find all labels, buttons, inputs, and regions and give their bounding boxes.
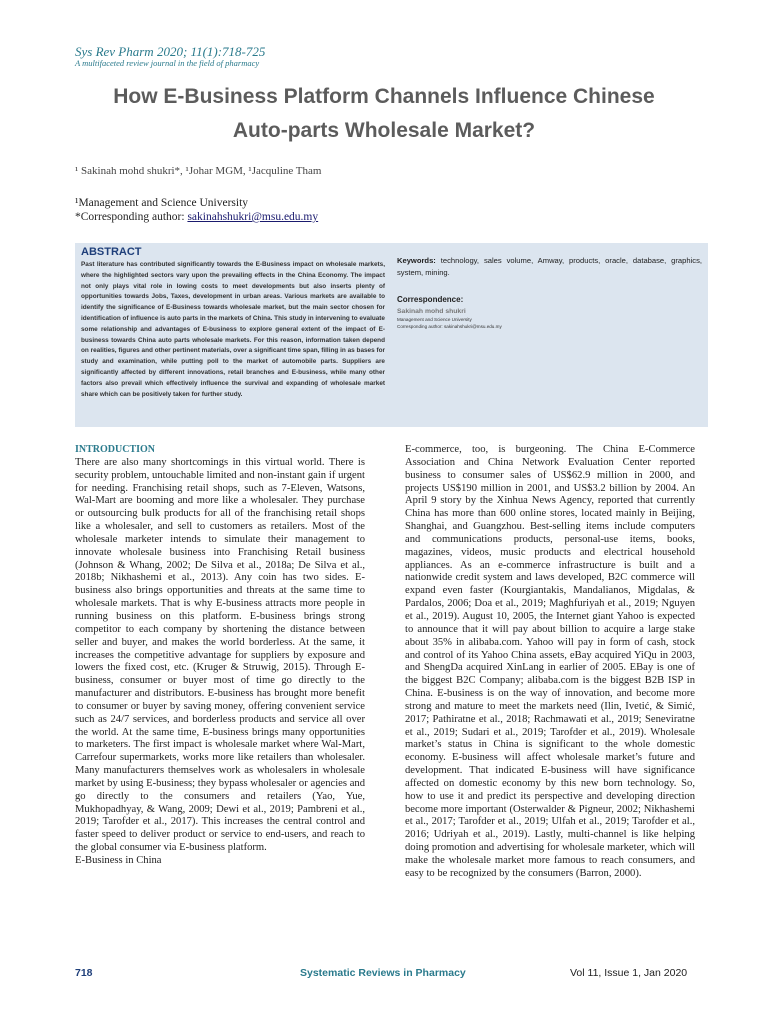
- abstract-box: [75, 243, 708, 427]
- corresponding-author-label: *Corresponding author:: [75, 211, 188, 223]
- footer-volume: Vol 11, Issue 1, Jan 2020: [570, 967, 688, 979]
- affiliation-line: ¹Management and Science University: [75, 197, 249, 209]
- subsection-heading: E-Business in China: [75, 855, 162, 866]
- body-left-column: [75, 444, 365, 868]
- introduction-paragraph: There are also many shortcomings in this virtual world. There is security problem, untouchable limited and non-instant gain if urgent for needing. Franchising retail shops, such as 7-Eleven, Watsons, Wal-Mart are booming and more like a wholesaler. They purchase or outsourcing bulk products for all of the franchising retail shops like a wholesaler, and sell to customers as retailers. Most of the wholesale marketer intends to simulate their management to innovate wholesale business into Franchising Retail business (Johnson & Whang, 2002; De Silva et al., 2018a; De Silva et al., 2018b; Nikhashemi et al., 2013). Any coin has two sides. E-business also brings opportunities and threats at the same time to wholesale markets. That is why E-business attracts more people in running business on this platform. E-business brings strong competitor to each company by shortening the distance between seller and buyer, and makes the world borderless. At the same, it increases the competitive advantage for suppliers by exposure and lowers the fixed cost, etc. (Kruger & Struwig, 2015). Through E-business, consumer or buyer most of time go directly to the manufacturer and distributors. E-business has brought more benefit to consumer or buyer by saving money, offering convenient service such as 24/7 services, and borderless products and service all over the world. At the same time, E-business brings many opportunities to marketers. The first impact is wholesale market where Wal-Mart, Carrefour supermarkets, works more like retailers than wholesaler. Many manufacturers themselves work as wholesalers in wholesale market by using E-business; they bypass wholesaler or agencies and go directly to the consumers and retailers (Yao, Yue, Mukhopadhyay, & Wang, 2009; Dewi et al., 2019; Pambreni et al., 2019; Tarofder et al., 2017). This increases the central control and faster speed to deliver product or service to end-users, and reach to the global consumer via E-business platform.: [75, 456, 365, 854]
- author-list: ¹ Sakinah mohd shukri*, ¹Johar MGM, ¹Jacquline Tham: [75, 165, 322, 177]
- journal-tagline: A multifaceted review journal in the field of pharmacy: [75, 58, 260, 68]
- keywords-text: technology, sales volume, Amway, products, oracle, database, graphics, system, mining.: [397, 256, 702, 277]
- correspondence-email: Corresponding author: sakinahshukri@msu.edu.my: [397, 324, 502, 329]
- affiliation-block: [75, 196, 318, 224]
- abstract-text: Past literature has contributed significantly towards the E-Business impact on wholesale markets, where the highlighted sectors vary upon the prevailing effects in the China Economy. The impact not only plays vital role in lowing costs to meet developments but also inserts plenty of opportunities towards Jobs, Taxes, development in urban areas. Various markets are available to identify the significance of E-Business towards wholesale market, but the main sector chosen for identification of influence is auto parts in the markets of China. This study in intervening to evaluate some relationship and advantages of E-business to explore general extent of the impact of E-business towards China auto parts wholesale markets. For this reason, information taken depend on realities, figures and other pertinent materials, over a significant time span, filling in as bases for study and examination, while putting poll to the market of automobile parts. Suppliers are significantly affected by different innovations, retail branches and E-business, while many other factors also prevail which effectively influence the survival and expanding of wholesale market share which can be positively taken for further study.: [81, 261, 385, 398]
- title-line-1: How E-Business Platform Channels Influence Chinese: [113, 85, 655, 108]
- section-heading-introduction: INTRODUCTION: [75, 444, 156, 455]
- keywords-label: Keywords:: [397, 256, 436, 265]
- title-line-2: Auto-parts Wholesale Market?: [232, 119, 536, 142]
- abstract-column: [81, 246, 385, 400]
- corresponding-author-line: [75, 210, 318, 224]
- keywords: [397, 255, 702, 279]
- ecommerce-paragraph: E-commerce, too, is burgeoning. The China E-Commerce Association and China Network Evaluation Center reported business to consumer sales of US$62.9 million in 2000, and projects US$190 million in 2001, and US$3.2 billion by 2004. An April 9 story by the Xinhua News Agency, reported that currently China has more than 600 online stores, located mainly in Beijing, Shanghai, and Guangzhou. Best-selling items include computers and communications products, personal-use items, books, magazines, videos, music products and electrical household appliances. As an e-commerce infrastructure is built and a nationwide credit system and laws developed, B2C commerce will expand even faster (Kourgiantakis, Mandalianos, Migdalas, & Pardalos, 2006; Doa et al., 2019; Maghfuriyah et al., 2019; Nguyen et al., 2019). August 10, 2005, the Internet giant Yahoo is expected to announce that it will pay about billion to acquire a large stake about 35% in alibaba.com. Yahoo will pay in form of cash, stock and control of its Yahoo China assets, eBay acquired YiQu in 2003, and ShengDa acquired XinLang in earlier of 2005. EBay is one of the biggest B2C Company; alibaba.com is the biggest B2B ISP in China. E-business is on the way of innovation, and become more strong and mature to meet the markets need (Ilin, Ivetić, & Simić, 2017; Pathiratne et al., 2018; Rachmawati et al., 2019; Seneviratne et al., 2019; Sudari et al., 2019; Tarofder et al., 2019). Wholesale market’s status in China is significant to the whole domestic economy. E-business will affect wholesale market’s future and development. That indicated E-business will have significance affected on domestic economy by this new born technology. So, how to use it and predict its perspective and developing direction become more important (Osterwalder & Pigneur, 2002; Nikhashemi et al., 2017; Tarofder et al., 2019; Ulfah et al., 2019; Tarofder et al., 2016; Udriyah et al., 2019). Lastly, multi-channel is like helping doing promotion and advertising for wholesale marketer, which will make the wholesale market more famous to reach consumers, and easy to be recognized by the consumers (Barron, 2000).: [405, 444, 695, 879]
- keywords-column: [397, 255, 702, 329]
- corresponding-email-link[interactable]: sakinahshukri@msu.edu.my: [187, 211, 319, 223]
- abstract-heading: ABSTRACT: [81, 246, 142, 258]
- paper-title: [60, 80, 708, 148]
- correspondence-name: Sakinah mohd shukri: [397, 308, 466, 315]
- footer-journal-name: Systematic Reviews in Pharmacy: [300, 967, 466, 979]
- journal-citation: Sys Rev Pharm 2020; 11(1):718-725: [75, 44, 266, 59]
- correspondence-heading: Correspondence:: [397, 295, 464, 304]
- body-right-column: [405, 444, 695, 881]
- page-number: 718: [75, 967, 93, 979]
- correspondence-affiliation: Management and Science University: [397, 317, 472, 322]
